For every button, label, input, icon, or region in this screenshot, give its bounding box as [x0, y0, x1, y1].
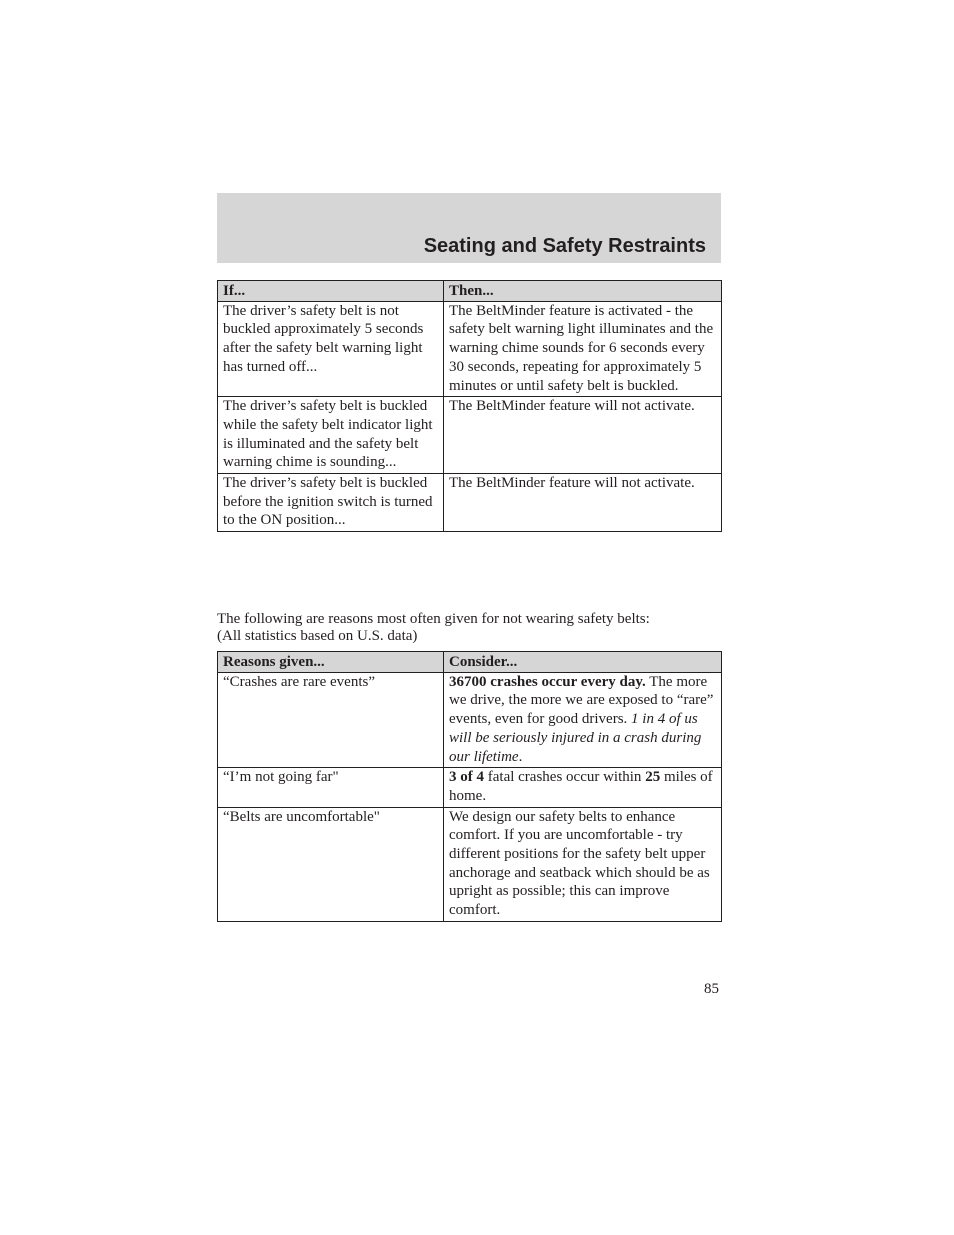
result-cell: The BeltMinder feature will not activate.	[444, 474, 722, 532]
table-header-row	[218, 652, 722, 673]
column-header-reasons: Reasons given...	[218, 652, 444, 673]
result-cell: The BeltMinder feature is activated - the safety belt warning light illuminates and the warning chime sounds for 6 seconds every 30 seconds, repeating for approximately 5 minutes or until safety belt is buckled.	[444, 301, 722, 397]
table-row	[218, 768, 722, 807]
condition-cell: The driver’s safety belt is not buckled approximately 5 seconds after the safety belt warning light has turned off...	[218, 301, 444, 397]
condition-cell: The driver’s safety belt is buckled while the safety belt indicator light is illuminated and the safety belt warning chime is sounding...	[218, 397, 444, 474]
column-header-then: Then...	[444, 281, 722, 302]
page-number: 85	[704, 981, 719, 997]
consider-cell	[444, 672, 722, 768]
bold-statistic: 36700 crashes occur every day.	[449, 673, 646, 690]
column-header-consider: Consider...	[444, 652, 722, 673]
section-title: Seating and Safety Restraints	[423, 235, 706, 257]
condition-cell: The driver’s safety belt is buckled before the ignition switch is turned to the ON position...	[218, 474, 444, 532]
section-header-band	[217, 193, 721, 263]
result-cell: The BeltMinder feature will not activate.	[444, 397, 722, 474]
table-row	[218, 672, 722, 768]
consider-text: fatal crashes occur within	[484, 769, 646, 786]
consider-text-end: .	[518, 748, 523, 765]
intro-line-1: The following are reasons most often given for not wearing safety belts:	[217, 611, 650, 627]
consider-cell	[444, 768, 722, 807]
table-row	[218, 301, 722, 397]
reasons-table	[217, 651, 722, 922]
column-header-if: If...	[218, 281, 444, 302]
table-header-row	[218, 281, 722, 302]
table-row	[218, 474, 722, 532]
bold-statistic: 3 of 4	[449, 769, 484, 786]
italic-statistic: 1 in 4 of us will be seriously injured in a crash during our lifetime	[449, 711, 702, 765]
reason-cell: “Belts are uncomfortable"	[218, 807, 444, 921]
consider-text: The more we drive, the more we are exposed to “rare” events, even for good drivers.	[449, 673, 714, 728]
consider-text: miles of home.	[449, 769, 713, 804]
beltminder-table	[217, 280, 722, 532]
reason-cell: “Crashes are rare events”	[218, 672, 444, 768]
bold-statistic: 25	[645, 769, 661, 786]
consider-cell: We design our safety belts to enhance comfort. If you are uncomfortable - try different positions for the safety belt upper anchorage and seatback which should be as upright as possible; this can improve comfort.	[444, 807, 722, 921]
intro-line-2: (All statistics based on U.S. data)	[217, 628, 418, 644]
intro-paragraph	[217, 611, 721, 645]
table-row	[218, 807, 722, 921]
reason-cell: “I’m not going far"	[218, 768, 444, 807]
table-row	[218, 397, 722, 474]
